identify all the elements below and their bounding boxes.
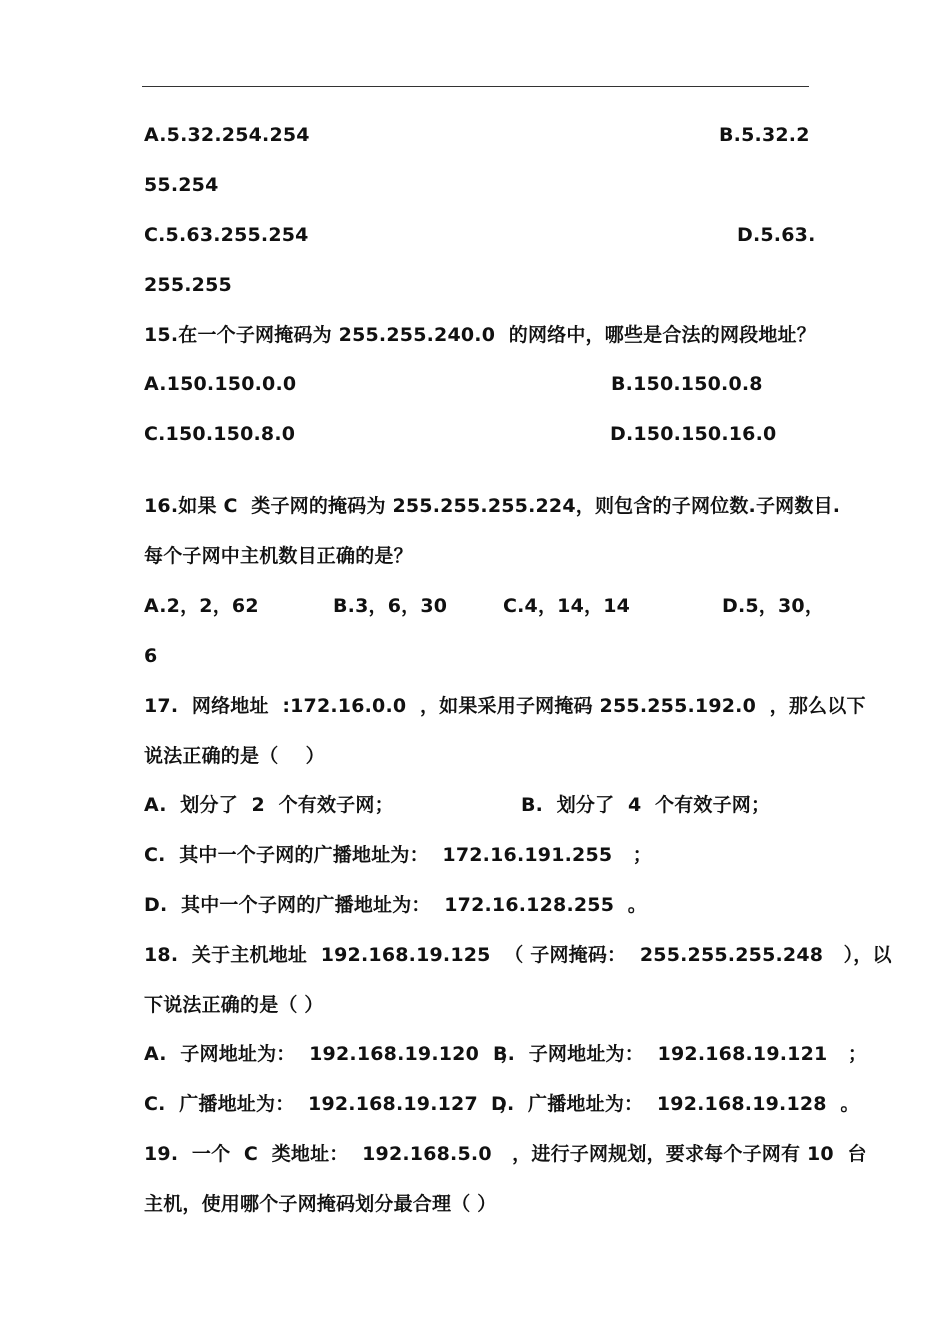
q15-question: 15.在一个子网掩码为 255.255.240.0 的网络中，哪些是合法的网段地址？ xyxy=(144,324,816,346)
q18-question-line2: 下说法正确的是（ ） xyxy=(144,994,324,1016)
q16-option-d: D.5，30， xyxy=(722,595,825,617)
q15-option-b: B.150.150.0.8 xyxy=(611,373,763,395)
q16-option-a: A.2，2，62 xyxy=(144,595,259,617)
q14-option-b: B.5.32.2 xyxy=(719,124,810,146)
header-rule xyxy=(142,86,809,87)
q17-option-a: A. 划分了 2 个有效子网； xyxy=(144,794,394,816)
q16-question-line2: 每个子网中主机数目正确的是？ xyxy=(144,545,413,567)
q16-question-line1: 16.如果 C 类子网的掩码为 255.255.255.224，则包含的子网位数.子网数目. xyxy=(144,495,841,517)
q16-option-c: C.4，14，14 xyxy=(503,595,631,617)
q17-option-c: C. 其中一个子网的广播地址为： 172.16.191.255 ； xyxy=(144,844,652,866)
q18-option-c: C. 广播地址为： 192.168.19.127 ； xyxy=(144,1093,518,1115)
q17-question-line1: 17. 网络地址 :172.16.0.0 ，如果采用子网掩码 255.255.192.0 ，那么以下 xyxy=(144,695,866,717)
q15-option-c: C.150.150.8.0 xyxy=(144,423,296,445)
q18-option-b: B. 子网地址为： 192.168.19.121 ； xyxy=(493,1043,868,1065)
q18-question-line1: 18. 关于主机地址 192.168.19.125 （ 子网掩码： 255.255.255.248 ），以 xyxy=(144,944,892,966)
q18-option-d: D. 广播地址为： 192.168.19.128 。 xyxy=(491,1093,860,1115)
q15-option-a: A.150.150.0.0 xyxy=(144,373,297,395)
q14-option-a: A.5.32.254.254 xyxy=(144,124,310,146)
q14-option-c: C.5.63.255.254 xyxy=(144,224,309,246)
q16-option-d-wrap: 6 xyxy=(144,645,158,667)
q17-option-b: B. 划分了 4 个有效子网； xyxy=(521,794,771,816)
q15-option-d: D.150.150.16.0 xyxy=(610,423,777,445)
q19-question-line1: 19. 一个 C 类地址： 192.168.5.0 ，进行子网规划，要求每个子网有 10 台 xyxy=(144,1143,867,1165)
q14-option-d-wrap: 255.255 xyxy=(144,274,232,296)
q14-option-d: D.5.63. xyxy=(737,224,816,246)
q17-option-d: D. 其中一个子网的广播地址为： 172.16.128.255 。 xyxy=(144,894,647,916)
q19-question-line2: 主机，使用哪个子网掩码划分最合理（ ） xyxy=(144,1193,497,1215)
q14-option-b-wrap: 55.254 xyxy=(144,174,219,196)
q18-option-a: A. 子网地址为： 192.168.19.120 ； xyxy=(144,1043,519,1065)
q16-option-b: B.3，6，30 xyxy=(333,595,448,617)
q17-question-line2: 说法正确的是（ ） xyxy=(144,745,325,767)
